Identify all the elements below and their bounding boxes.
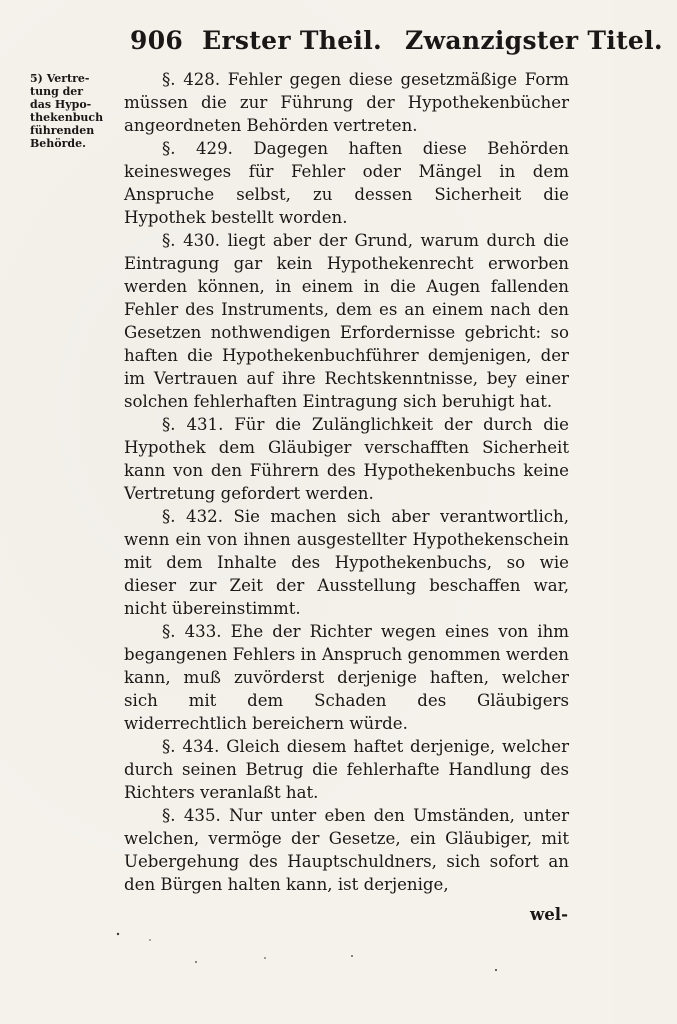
catchword: wel- (529, 904, 568, 924)
paragraph-text: Nur unter eben den Umständen, unter welchen, vermöge der Gesetze, ein Gläubiger, mit Uebergehung des Hauptschuldners, sich sofort an den Bürgen halten kann, ist derjenige, (124, 806, 570, 894)
section-number: §. 429. (162, 139, 233, 158)
paragraph-429 (124, 137, 569, 229)
paragraph-434 (124, 735, 569, 804)
paragraph-text: Fehler gegen diese gesetzmäßige Form müssen die zur Führung der Hypothekenbücher angeordneten Behörden vertreten. (124, 70, 569, 135)
header-title: Zwanzigster Titel. (405, 26, 663, 55)
section-number: §. 433. (162, 622, 222, 641)
body-text (124, 68, 569, 896)
paragraph-text: liegt aber der Grund, warum durch die Eintragung gar kein Hypothekenrecht erworben werden können, in einem in die Augen fallenden Fehler des Instruments, dem es an einem nach den Gesetzen nothwendigen Erfordernisse gebricht: so haften die Hypothekenbuchführer demjenigen, der im Vertrauen auf ihre Rechtskenntnisse, bey einer solchen fehlerhaften Eintragung sich beruhigt hat. (124, 231, 569, 411)
paragraph-text: Für die Zulänglichkeit der durch die Hypothek dem Gläubiger verschafften Sicherheit kann von den Führern des Hypothekenbuchs keine Vertretung gefordert werden. (124, 415, 569, 503)
section-number: §. 435. (162, 806, 221, 825)
paragraph-text: Sie machen sich aber verantwortlich, wenn ein von ihnen ausgestellter Hypothekenschein mit dem Inhalte des Hypothekenbuchs, so wie dieser zur Zeit der Ausstellung beschaffen war, nicht übereinstimmt. (124, 507, 570, 618)
section-number: §. 428. (162, 70, 221, 89)
margin-note: 5) Vertre- tung der das Hypo- thekenbuch führenden Behörde. (30, 72, 104, 150)
paragraph-text: Gleich diesem haftet derjenige, welcher durch seinen Betrug die fehlerhafte Handlung des Richters veranlaßt hat. (124, 737, 570, 802)
paragraph-text: Dagegen haften diese Behörden keinesweges für Fehler oder Mängel in dem Anspruche selbst, zu dessen Sicherheit die Hypothek bestellt worden. (124, 139, 569, 227)
page-header (130, 26, 663, 66)
paragraph-428 (124, 68, 569, 137)
section-number: §. 432. (162, 507, 223, 526)
paragraph-433 (124, 620, 569, 735)
section-number: §. 434. (162, 737, 220, 756)
section-number: §. 430. (162, 231, 221, 250)
paragraph-435 (124, 804, 569, 896)
paragraph-text: Ehe der Richter wegen eines von ihm begangenen Fehlers in Anspruch genommen werden kann, muß zuvörderst derjenige haften, welcher sich mit dem Schaden des Gläubigers widerrechtlich bereichern würde. (124, 622, 569, 733)
paragraph-430 (124, 229, 569, 413)
paragraph-432 (124, 505, 569, 620)
paragraph-431 (124, 413, 569, 505)
header-part: Erster Theil. (202, 26, 383, 55)
page-number: 906 (130, 26, 184, 55)
section-number: §. 431. (162, 415, 224, 434)
